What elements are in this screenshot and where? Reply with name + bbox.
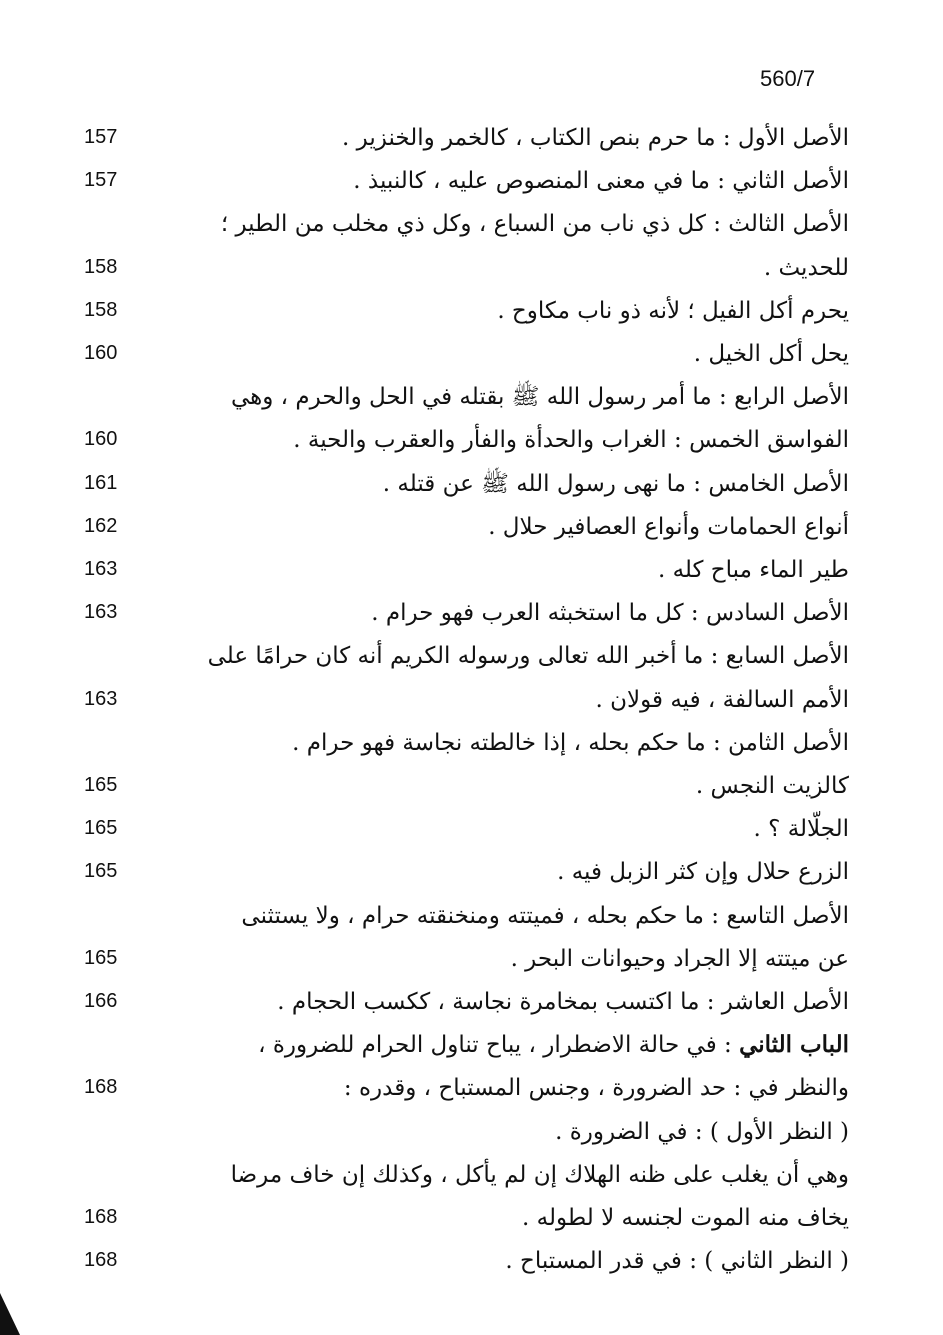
entry-page-number: 158 bbox=[84, 298, 118, 321]
index-entry bbox=[0, 163, 943, 206]
index-entry bbox=[0, 466, 943, 509]
chapter-heading: الباب الثاني bbox=[739, 1031, 849, 1059]
entry-page-number: 166 bbox=[84, 990, 118, 1012]
entry-text: كالزيت النجس . bbox=[695, 773, 849, 799]
entry-page-number: 160 bbox=[84, 428, 118, 451]
entry-page-number: 162 bbox=[84, 514, 118, 537]
index-entry bbox=[0, 552, 943, 595]
entry-text: الجلّالة ؟ . bbox=[753, 816, 849, 843]
entry-text: الأصل التاسع : ما حكم بحله ، فميتته ومنخنقته حرام ، ولا يستثنى bbox=[241, 902, 849, 929]
entry-text: الأصل العاشر : ما اكتسب بمخامرة نجاسة ، ككسب الحجام . bbox=[277, 989, 849, 1015]
index-entry bbox=[0, 293, 943, 336]
entry-page-number: 160 bbox=[84, 342, 118, 364]
entry-page-number: 163 bbox=[84, 687, 118, 710]
index-entry bbox=[0, 1027, 943, 1070]
entry-text: الأصل الأول : ما حرم بنص الكتاب ، كالخمر والخنزير . bbox=[342, 125, 849, 151]
entry-text: ( النظر الثاني ) : في قدر المستباح . bbox=[505, 1248, 849, 1275]
entry-text: عن ميتته إلا الجراد وحيوانات البحر . bbox=[510, 945, 849, 972]
entry-text: الأصل الثالث : كل ذي ناب من السباع ، وكل ذي مخلب من الطير ؛ bbox=[220, 211, 849, 238]
index-entry bbox=[0, 638, 943, 681]
entry-page-number: 158 bbox=[84, 255, 118, 278]
index-entry bbox=[0, 682, 943, 725]
index-entry bbox=[0, 984, 943, 1027]
entry-page-number: 168 bbox=[84, 1206, 118, 1228]
index-entry bbox=[0, 120, 943, 163]
entry-text: الباب الثاني : في حالة الاضطرار ، يباح تناول الحرام للضرورة ، bbox=[258, 1031, 849, 1059]
entry-text: وهي أن يغلب على ظنه الهلاك إن لم يأكل ، وكذلك إن خاف مرضا bbox=[230, 1161, 849, 1188]
index-entry bbox=[0, 250, 943, 293]
entry-text: الزرع حلال وإن كثر الزبل فيه . bbox=[557, 859, 849, 886]
entry-text: الأصل السابع : ما أخبر الله تعالى ورسوله الكريم أنه كان حرامًا على bbox=[207, 643, 849, 670]
index-entry bbox=[0, 854, 943, 897]
entry-text: يحل أكل الخيل . bbox=[693, 341, 849, 367]
entry-page-number: 165 bbox=[84, 860, 118, 883]
index-entry bbox=[0, 1243, 943, 1286]
index-entry bbox=[0, 336, 943, 379]
entry-text: يحرم أكل الفيل ؛ لأنه ذو ناب مكاوح . bbox=[497, 297, 849, 324]
entry-text: الأصل الرابع : ما أمر رسول الله ﷺ بقتله في الحل والحرم ، وهي bbox=[230, 384, 849, 411]
index-entry bbox=[0, 509, 943, 552]
entry-text: الأصل الثامن : ما حكم بحله ، إذا خالطته نجاسة فهو حرام . bbox=[292, 729, 849, 756]
entry-text: الفواسق الخمس : الغراب والحدأة والفأر والعقرب والحية . bbox=[293, 427, 849, 454]
entry-page-number: 157 bbox=[84, 126, 118, 148]
entry-text: الأصل الثاني : ما في معنى المنصوص عليه ، كالنبيذ . bbox=[353, 168, 849, 195]
entry-page-number: 165 bbox=[84, 774, 118, 796]
entry-page-number: 161 bbox=[84, 471, 118, 494]
entry-text: للحديث . bbox=[763, 254, 849, 281]
index-entry bbox=[0, 1114, 943, 1157]
page-number: 560/7 bbox=[760, 66, 816, 91]
entry-text: الأصل الخامس : ما نهى رسول الله ﷺ عن قتله . bbox=[382, 470, 849, 497]
index-entry bbox=[0, 811, 943, 854]
index-entry bbox=[0, 941, 943, 984]
index-entry bbox=[0, 206, 943, 249]
index-entry bbox=[0, 595, 943, 638]
index-entry bbox=[0, 1070, 943, 1113]
index-entry bbox=[0, 1157, 943, 1200]
index-entry bbox=[0, 1200, 943, 1243]
entry-text: والنظر في : حد الضرورة ، وجنس المستباح ، وقدره : bbox=[343, 1075, 849, 1102]
entry-page-number: 168 bbox=[84, 1249, 118, 1272]
index-entry bbox=[0, 768, 943, 811]
entry-page-number: 165 bbox=[84, 946, 118, 969]
entry-text: طير الماء مباح كله . bbox=[657, 557, 849, 583]
index-entry bbox=[0, 725, 943, 768]
entry-text: الأصل السادس : كل ما استخبثه العرب فهو حرام . bbox=[371, 600, 849, 627]
entry-text: يخاف منه الموت لجنسه لا لطوله . bbox=[522, 1205, 849, 1231]
entry-text: أنواع الحمامات وأنواع العصافير حلال . bbox=[488, 513, 849, 540]
entry-page-number: 163 bbox=[84, 558, 118, 580]
entry-page-number: 168 bbox=[84, 1076, 118, 1099]
page-corner-mark bbox=[0, 1293, 20, 1335]
entry-page-number: 157 bbox=[84, 169, 118, 192]
index-entry bbox=[0, 379, 943, 422]
index-entry bbox=[0, 898, 943, 941]
entry-page-number: 165 bbox=[84, 817, 118, 840]
index-entry bbox=[0, 422, 943, 465]
entry-page-number: 163 bbox=[84, 601, 118, 624]
entry-text: ( النظر الأول ) : في الضرورة . bbox=[555, 1118, 849, 1145]
entry-text: الأمم السالفة ، فيه قولان . bbox=[595, 686, 849, 713]
